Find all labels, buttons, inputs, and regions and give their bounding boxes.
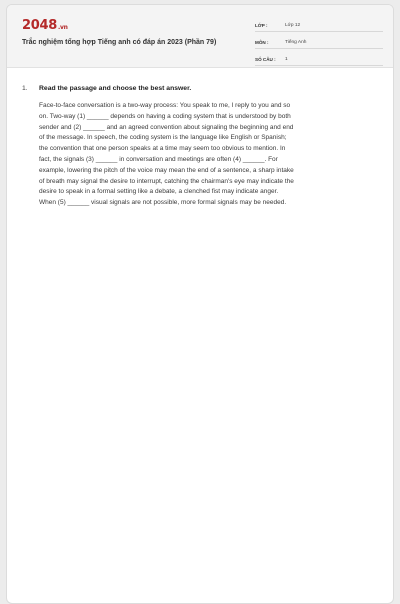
question-prompt: Read the passage and choose the best answer. <box>39 85 192 92</box>
logo-suffix: .vn <box>57 24 68 31</box>
logo-text: 2048 <box>22 18 57 33</box>
question-number: 1. <box>22 85 28 92</box>
meta-value-class: Lớp 12 <box>285 23 301 28</box>
document-meta <box>255 18 383 69</box>
meta-label-subject: MÔN : <box>255 40 269 45</box>
passage-line: the convention that one person speaks at a time may seem too obvious to mention. In <box>39 145 286 153</box>
meta-label-question-count: SỐ CÂU : <box>255 57 276 62</box>
meta-row-question-count <box>255 52 383 66</box>
meta-row-subject <box>255 35 383 49</box>
passage-line: of breath may signal the desire to interrupt, catching the chairman's eye may indicate the <box>39 177 294 185</box>
passage-line: of the message. In speech, the coding system is the language like English or Spanish; <box>39 134 287 142</box>
site-logo[interactable] <box>22 19 68 32</box>
passage-line: When (5) ______ visual signals are not possible, more formal signals may be needed. <box>39 199 287 207</box>
meta-row-class <box>255 18 383 32</box>
meta-value-subject: Tiếng Anh <box>285 40 307 45</box>
question-block <box>22 85 378 209</box>
document-header <box>7 5 393 68</box>
passage-line: sender and (2) ______ and an agreed convention about signaling the beginning and end <box>39 123 294 131</box>
passage-line: on. Two-way (1) ______ depends on having a coding system that is understood by both <box>39 112 291 120</box>
reading-passage <box>39 101 379 209</box>
meta-label-class: LỚP : <box>255 23 268 28</box>
question-header <box>22 85 378 92</box>
document-page <box>6 4 394 604</box>
passage-line: example, lowering the pitch of the voice may mean the end of a sentence, a sharp intake <box>39 166 294 174</box>
passage-line: fact, the signals (3) ______ in conversation and meetings are often (4) ______. For <box>39 155 278 163</box>
passage-line: Face-to-face conversation is a two-way process: You speak to me, I reply to you and so <box>39 102 291 109</box>
meta-value-question-count: 1 <box>285 57 288 62</box>
passage-line: desire to speak in a formal setting like a debate, a clenched fist may indicate anger. <box>39 188 279 196</box>
document-title: Trắc nghiệm tổng hợp Tiếng anh có đáp án 2023 (Phần 79) <box>22 39 217 46</box>
